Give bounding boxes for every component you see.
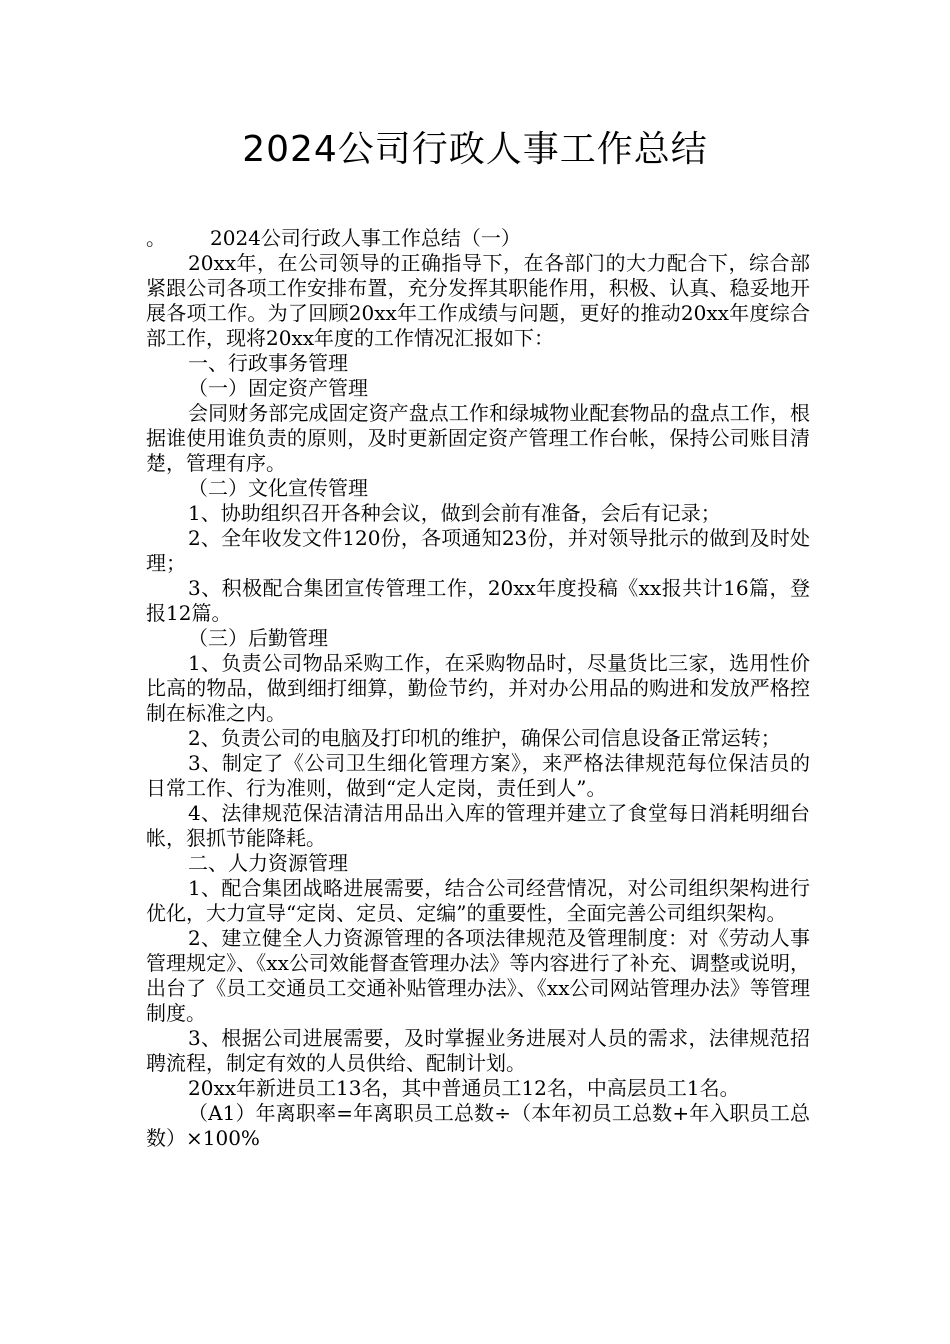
list-item: 2、负责公司的电脑及打印机的维护，确保公司信息设备正常运转； [188, 726, 781, 750]
subtitle-line [146, 226, 810, 251]
paragraph-turnover-formula: （A1）年离职率=年离职员工总数÷（本年初员工总数+年入职员工总数）×100% [146, 1101, 810, 1150]
subheading-logistics: （三）后勤管理 [188, 626, 328, 650]
list-item: 2、全年收发文件120份，各项通知23份，并对领导批示的做到及时处理； [146, 526, 810, 575]
paragraph-new-hires: 20xx年新进员工13名，其中普通员工12名，中高层员工1名。 [188, 1076, 740, 1100]
subheading-fixed-assets: （一）固定资产管理 [188, 376, 368, 400]
list-item: 2、建立健全人力资源管理的各项法律规范及管理制度：对《劳动人事管理规定》、《xx公司效能督查管理办法》等内容进行了补充、调整或说明，出台了《员工交通员工交通补贴管理办法》、《xx公司网站管理办法》等管理制度。 [146, 926, 810, 1025]
list-item: 1、配合集团战略进展需要，结合公司经营情况，对公司组织架构进行优化，大力宣导“定岗、定员、定编”的重要性，全面完善公司组织架构。 [146, 876, 810, 925]
list-item: 1、负责公司物品采购工作，在采购物品时，尽量货比三家，选用性价比高的物品，做到细打细算，勤俭节约，并对办公用品的购进和发放严格控制在标准之内。 [146, 651, 810, 725]
paragraph-intro: 20xx年，在公司领导的正确指导下，在各部门的大力配合下，综合部紧跟公司各项工作安排布置，充分发挥其职能作用，积极、认真、稳妥地开展各项工作。为了回顾20xx年工作成绩与问题，更好的推动20xx年度综合部工作，现将20xx年度的工作情况汇报如下： [146, 251, 810, 350]
section-subtitle: 2024公司行政人事工作总结（一） [210, 226, 521, 250]
lead-mark: 。 [146, 226, 166, 250]
list-item: 3、积极配合集团宣传管理工作，20xx年度投稿《xx报共计16篇，登报12篇。 [146, 576, 810, 625]
list-item: 4、法律规范保洁清洁用品出入库的管理并建立了食堂每日消耗明细台帐，狠抓节能降耗。 [146, 801, 810, 850]
paragraph-fixed-assets: 会同财务部完成固定资产盘点工作和绿城物业配套物品的盘点工作，根据谁使用谁负责的原则，及时更新固定资产管理工作台帐，保持公司账目清楚，管理有序。 [146, 401, 810, 475]
heading-hr: 二、人力资源管理 [188, 851, 348, 875]
list-item: 3、根据公司进展需要，及时掌握业务进展对人员的需求，法律规范招聘流程，制定有效的人员供给、配制计划。 [146, 1026, 810, 1075]
list-item: 3、制定了《公司卫生细化管理方案》，来严格法律规范每位保洁员的日常工作、行为准则，做到“定人定岗，责任到人”。 [146, 751, 810, 800]
document-body [146, 226, 810, 1151]
subheading-culture: （二）文化宣传管理 [188, 476, 368, 500]
list-item: 1、协助组织召开各种会议，做到会前有准备，会后有记录； [188, 501, 721, 525]
document-title: 2024公司行政人事工作总结 [242, 129, 708, 170]
heading-admin-affairs: 一、行政事务管理 [188, 351, 348, 375]
